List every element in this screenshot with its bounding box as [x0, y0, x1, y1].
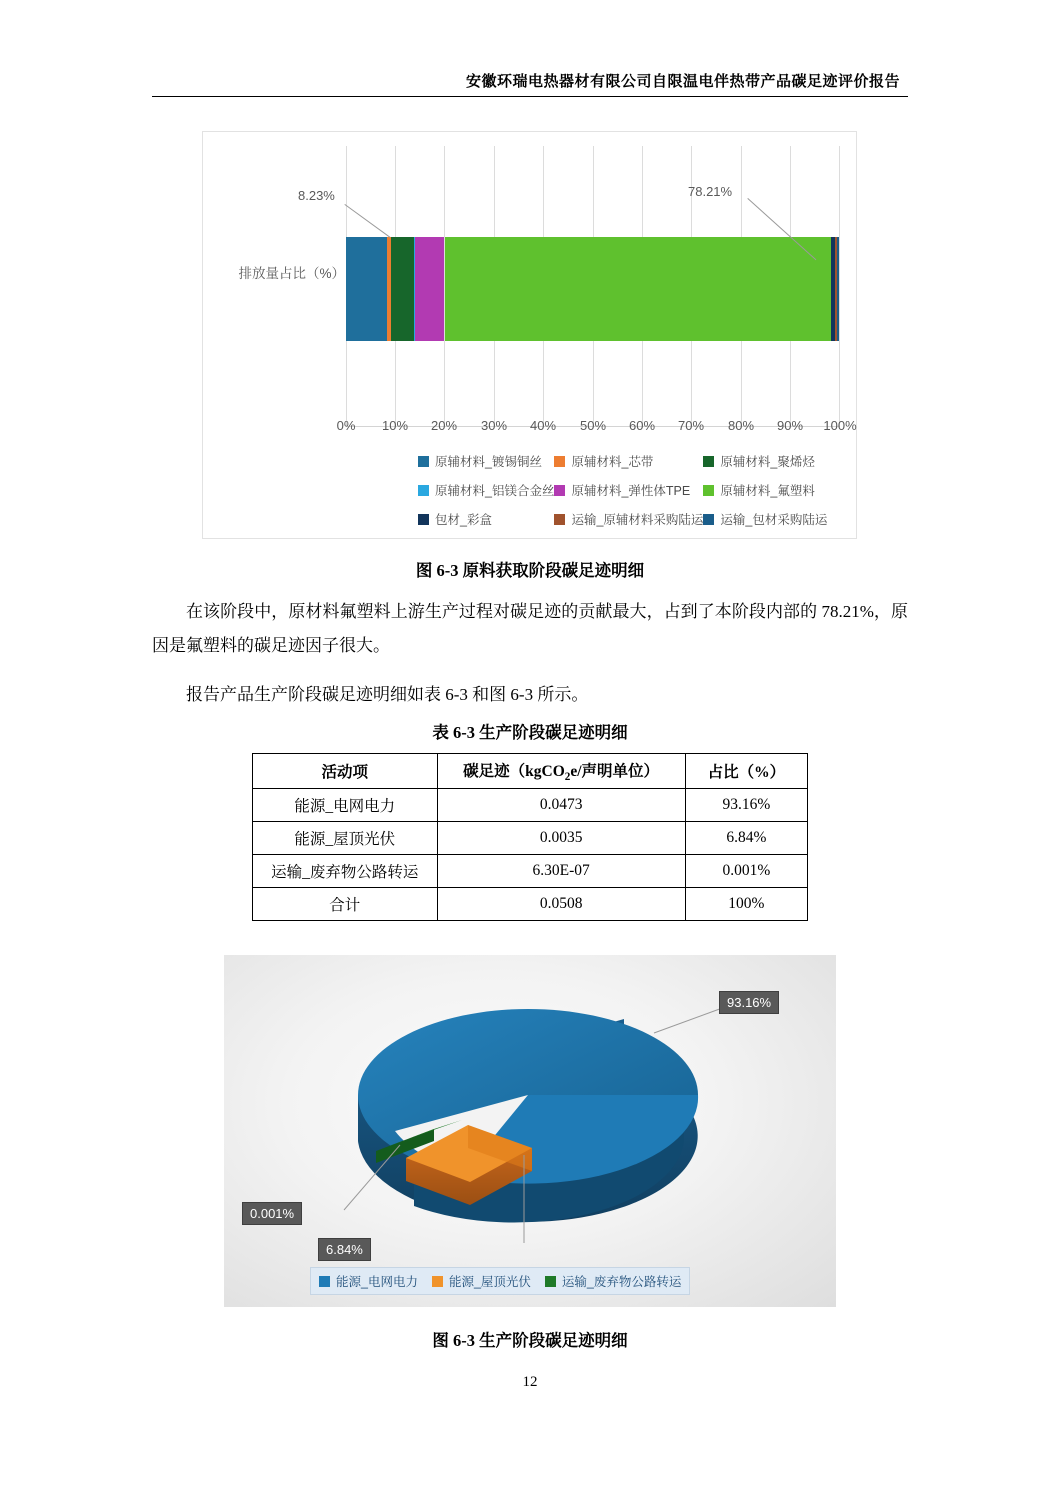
legend-swatch-icon: [545, 1276, 556, 1287]
x-tick-9: 90%: [776, 418, 804, 433]
legend-swatch-icon: [418, 514, 429, 525]
bar-segment-copper: [346, 237, 387, 341]
legend-swatch-icon: [418, 456, 429, 467]
table-header-activity: 活动项: [253, 754, 438, 789]
figure2-caption: 图 6-3 生产阶段碳足迹明细: [432, 1331, 628, 1350]
header-text-pre: 碳足迹（kgCO: [463, 763, 565, 780]
legend-item-al-mg-wire: [418, 481, 554, 499]
legend-item-tpe: [554, 481, 703, 499]
chart-plot-area: [346, 146, 840, 426]
paragraph-2: 报告产品生产阶段碳足迹明细如表 6-3 和图 6-3 所示。: [186, 685, 589, 704]
pie-chart-legend: [310, 1267, 690, 1295]
pie-label-waste: 0.001%: [242, 1202, 302, 1225]
table-row: [253, 789, 808, 822]
x-tick-3: 30%: [480, 418, 508, 433]
legend-label: 能源_电网电力: [336, 1275, 418, 1289]
x-tick-1: 10%: [381, 418, 409, 433]
table-row: [253, 822, 808, 855]
cell-share: 6.84%: [685, 822, 807, 855]
bar-segment-fluoroplastic: [445, 237, 831, 341]
header-text-post: e/声明单位）: [570, 763, 660, 780]
legend-swatch-icon: [703, 485, 714, 496]
legend-label: 原辅材料_铝镁合金丝: [435, 484, 555, 498]
legend-item-color-box: [418, 510, 554, 528]
page-number: 12: [522, 1374, 538, 1390]
x-tick-2: 20%: [430, 418, 458, 433]
pie-chart: [224, 955, 836, 1307]
table-caption: 表 6-3 生产阶段碳足迹明细: [432, 723, 628, 742]
legend-swatch-icon: [554, 485, 565, 496]
table-row: [253, 888, 808, 921]
legend-item-polyolefin: [703, 452, 838, 470]
chart-legend: [418, 452, 838, 528]
legend-label: 原辅材料_弹性体TPE: [571, 484, 691, 498]
callout-right-value: 78.21%: [688, 184, 733, 199]
paragraph-1: 在该阶段中，原材料氟塑料上游生产过程对碳足迹的贡献最大，占到了本阶段内部的 78.21%，原因是氟塑料的碳足迹因子很大。: [152, 602, 908, 655]
x-tick-6: 60%: [628, 418, 656, 433]
x-tick-10: 100%: [823, 418, 857, 433]
table-header-share: 占比（%）: [685, 754, 807, 789]
legend-label: 原辅材料_聚烯烃: [720, 455, 815, 469]
header-divider: [152, 96, 908, 97]
cell-share: 100%: [685, 888, 807, 921]
x-tick-0: 0%: [336, 418, 356, 433]
legend-swatch-icon: [432, 1276, 443, 1287]
cell-footprint: 0.0508: [437, 888, 685, 921]
bar-segment-packaging-transport: [837, 237, 839, 341]
cell-activity: 能源_屋顶光伏: [253, 822, 438, 855]
legend-swatch-icon: [554, 456, 565, 467]
pie-legend-item-waste-transport: [545, 1272, 681, 1290]
cell-footprint: 6.30E-07: [437, 855, 685, 888]
pie-legend-item-solar: [432, 1272, 531, 1290]
table-header-row: [253, 754, 808, 789]
cell-activity: 合计: [253, 888, 438, 921]
stacked-bar: [346, 237, 840, 341]
legend-item-core-tape: [554, 452, 703, 470]
figure1-caption: 图 6-3 原料获取阶段碳足迹明细: [415, 561, 645, 580]
legend-item-fluoroplastic: [703, 481, 838, 499]
legend-label: 运输_原辅材料采购陆运: [571, 513, 704, 527]
legend-label: 原辅材料_镀锡铜丝: [435, 455, 542, 469]
pie-legend-item-grid-power: [319, 1272, 418, 1290]
legend-label: 运输_废弃物公路转运: [561, 1275, 682, 1289]
legend-label: 能源_屋顶光伏: [448, 1275, 531, 1289]
page-header: 安徽环瑞电热器材有限公司自限温电伴热带产品碳足迹评价报告: [465, 74, 900, 90]
x-tick-7: 70%: [677, 418, 705, 433]
cell-activity: 能源_电网电力: [253, 789, 438, 822]
cell-share: 0.001%: [685, 855, 807, 888]
category-axis-label: 排放量占比（%）: [238, 266, 345, 281]
legend-label: 原辅材料_氟塑料: [720, 484, 815, 498]
cell-share: 93.16%: [685, 789, 807, 822]
legend-label: 运输_包材采购陆运: [720, 513, 828, 527]
legend-item-copper: [418, 452, 554, 470]
x-tick-8: 80%: [727, 418, 755, 433]
bar-segment-polyolefin: [391, 237, 414, 341]
cell-footprint: 0.0035: [437, 822, 685, 855]
legend-swatch-icon: [703, 456, 714, 467]
bar-segment-tpe: [415, 237, 444, 341]
cell-footprint: 0.0473: [437, 789, 685, 822]
carbon-footprint-table: [252, 753, 808, 921]
legend-swatch-icon: [319, 1276, 330, 1287]
legend-label: 包材_彩盒: [435, 513, 492, 527]
legend-label: 原辅材料_芯带: [571, 455, 654, 469]
legend-swatch-icon: [703, 514, 714, 525]
legend-item-material-transport: [554, 510, 703, 528]
x-tick-5: 50%: [579, 418, 607, 433]
legend-item-packaging-transport: [703, 510, 838, 528]
callout-left-value: 8.23%: [298, 188, 335, 203]
stacked-bar-chart: [202, 131, 857, 539]
pie-label-solar: 6.84%: [318, 1238, 371, 1261]
legend-swatch-icon: [554, 514, 565, 525]
pie-label-main: 93.16%: [719, 991, 779, 1014]
x-tick-4: 40%: [529, 418, 557, 433]
table-header-footprint: [437, 754, 685, 789]
legend-swatch-icon: [418, 485, 429, 496]
table-row: [253, 855, 808, 888]
cell-activity: 运输_废弃物公路转运: [253, 855, 438, 888]
header-subscript: 2: [564, 771, 571, 784]
